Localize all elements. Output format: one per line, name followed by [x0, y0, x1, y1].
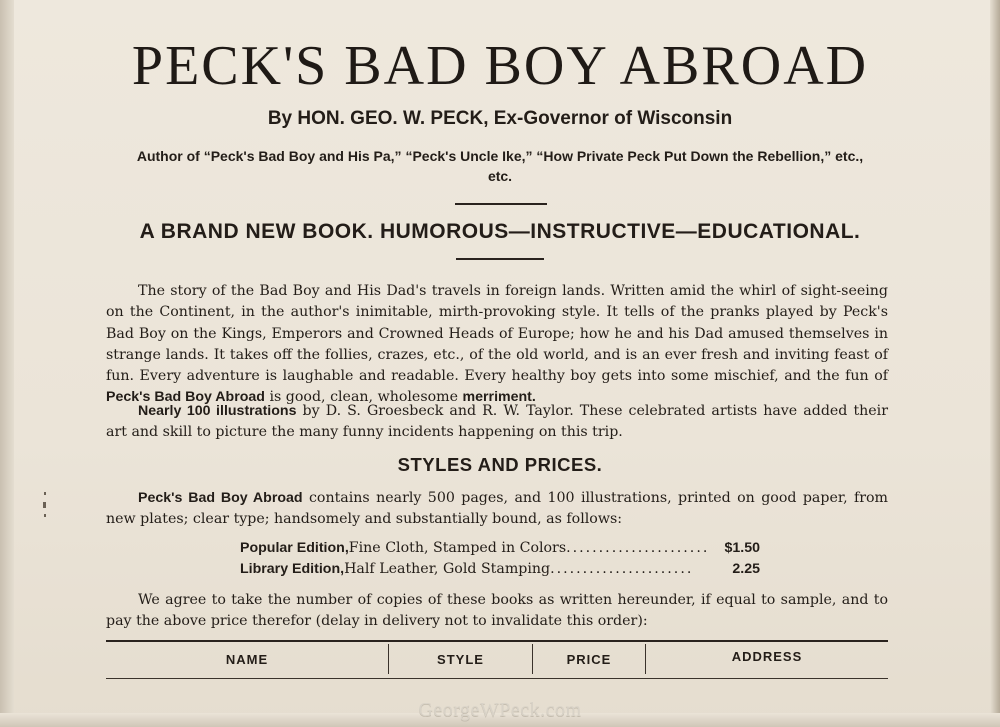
column-header-style: STYLE — [437, 652, 484, 667]
edition-row — [240, 559, 760, 580]
description-paragraph — [106, 281, 888, 409]
edition-price: 2.25 — [732, 561, 760, 577]
illustrations-paragraph — [106, 401, 888, 444]
page-title: PECK'S BAD BOY ABROAD — [131, 35, 869, 97]
order-table-bottom-rule — [106, 678, 888, 679]
styles-text: contains nearly 500 pages, and 100 illustrations, printed on good paper, from new plates; clear type; handsomely and substantially bound, as follows: — [106, 490, 888, 528]
watermark: GeorgeWPeck.com — [418, 699, 582, 721]
edition-desc: Fine Cloth, Stamped in Colors — [348, 540, 567, 556]
edition-price: $1.50 — [724, 540, 760, 556]
description-part2: is good, clean, wholesome — [264, 389, 463, 406]
styles-paragraph — [106, 488, 888, 531]
binding-mark-icon — [42, 490, 48, 520]
agreement-paragraph: We agree to take the number of copies of these books as written hereunder, if equal to sample, and to pay the above price therefor (delay in delivery not to invalidate this order): — [106, 592, 888, 630]
order-form-table — [106, 640, 888, 680]
description-part1: The story of the Bad Boy and His Dad's travels in foreign lands. Written amid the whirl of sight-seeing on the Continent, in the author's inimitable, mirth-provoking style. It tells of the pranks played by Peck's Bad Boy on the Kings, Emperors and Crowned Heads of Europe; how he and his Dad amused themselves in strange lands. It takes off the follies, crazes, etc., of the old world, and is an ever fresh and inviting feast of fun. Every adventure is laughable and readable. Every healthy boy gets into some mischief, and the fun of — [106, 283, 888, 385]
edition-desc: Half Leather, Gold Stamping — [344, 561, 551, 577]
edition-name: Popular Edition, — [240, 540, 349, 556]
divider-bottom — [456, 258, 544, 260]
column-header-price: PRICE — [566, 652, 612, 667]
edition-name: Library Edition, — [240, 561, 345, 577]
column-header-name: NAME — [225, 652, 269, 667]
description-merriment: merriment. — [462, 389, 536, 406]
column-header-address: ADDRESS — [731, 649, 803, 664]
edition-row — [240, 538, 760, 559]
styles-heading: STYLES AND PRICES. — [397, 454, 603, 475]
description-book-name: Peck's Bad Boy Abroad — [106, 389, 265, 406]
order-table-top-rule — [106, 640, 888, 642]
headline: A BRAND NEW BOOK. HUMOROUS—INSTRUCTIVE—EDUCATIONAL. — [139, 220, 861, 243]
edition-leader-dots: ...................... — [550, 561, 694, 577]
editions-list — [240, 538, 760, 580]
edition-leader-dots: ...................... — [566, 540, 710, 556]
author-of-line: Author of “Peck's Bad Boy and His Pa,” “Peck's Uncle Ike,” “How Private Peck Put Down the Rebellion,” etc., etc. — [136, 148, 864, 184]
styles-book-name: Peck's Bad Boy Abroad — [138, 490, 303, 506]
illustrations-bold: Nearly 100 illustrations — [138, 403, 297, 419]
divider-top — [455, 203, 547, 205]
byline: By HON. GEO. W. PECK, Ex-Governor of Wisconsin — [267, 108, 733, 129]
illustrations-rest: by D. S. Groesbeck and R. W. Taylor. These celebrated artists have added their art and skill to picture the many funny incidents happening on this trip. — [106, 403, 888, 441]
